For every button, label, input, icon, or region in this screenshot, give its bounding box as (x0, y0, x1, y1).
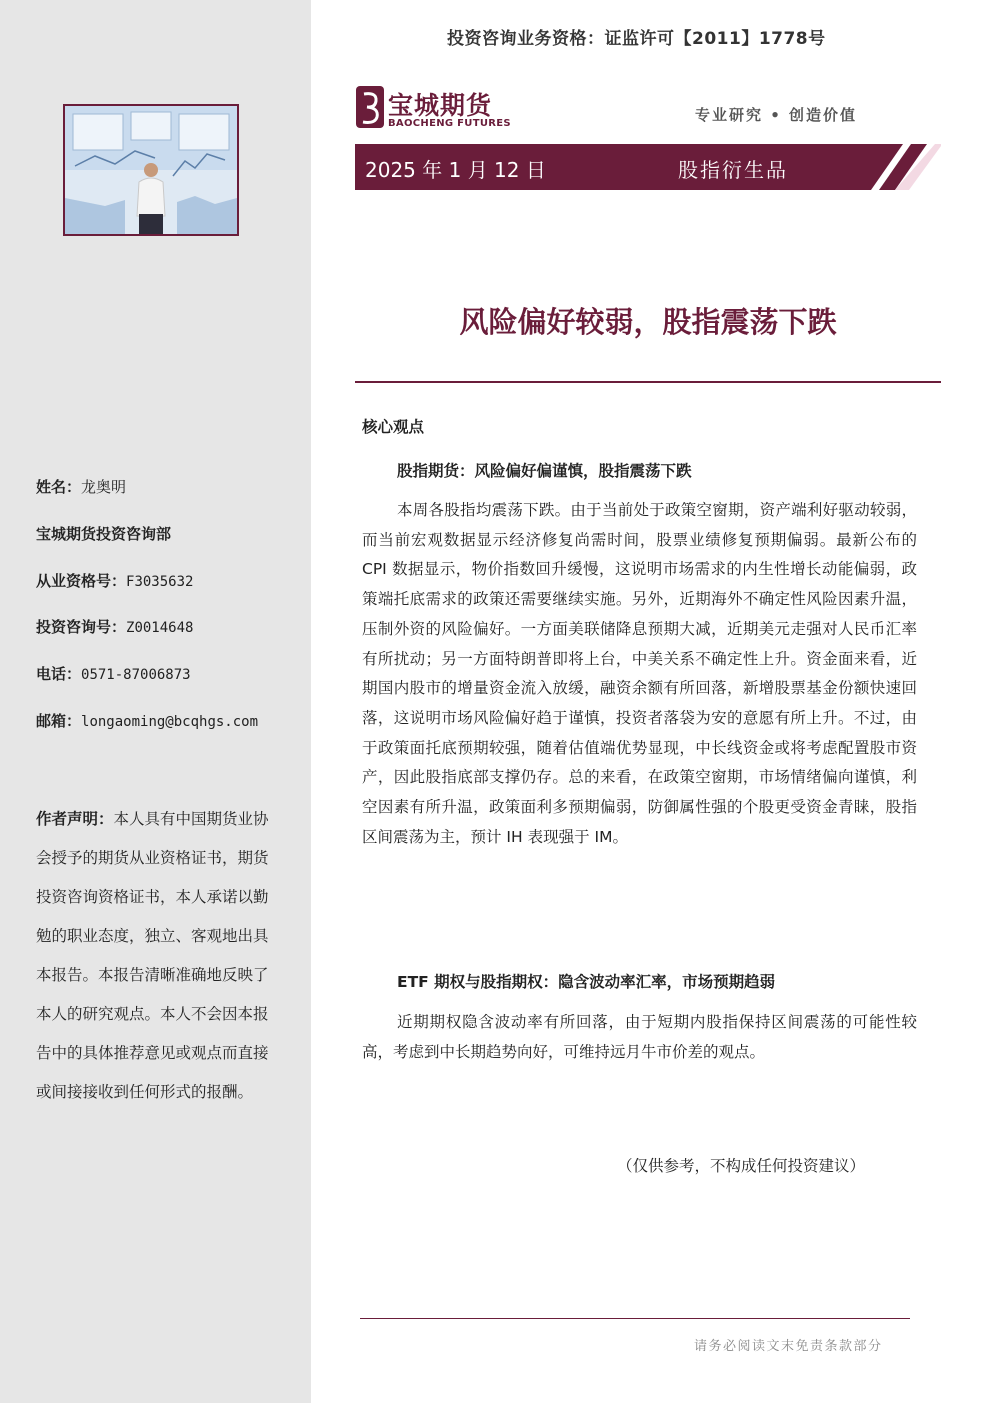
report-date: 2025 年 1 月 12 日 (365, 158, 546, 182)
email-label: 邮箱： (36, 712, 82, 730)
advisory-row (36, 616, 193, 637)
advisory-number: Z0014648 (126, 620, 194, 636)
author-name-label: 姓名： (36, 478, 82, 496)
company-name-en: BAOCHENG FUTURES (388, 118, 511, 129)
subheading-index-futures: 股指期货：风险偏好偏谨慎，股指震荡下跌 (397, 462, 692, 480)
report-category: 股指衍生品 (678, 158, 788, 182)
paragraph-index-futures: 本周各股指均震荡下跌。由于当前处于政策空窗期，资产端利好驱动较弱，而当前宏观数据显示经济修复尚需时间，股票业绩修复预期偏弱。最新公布的 CPI 数据显示，物价指数回升缓慢，这说明市场需求的内生性增长动能偏弱，政策端托底需求的政策还需要继续实施。另外，近期海外不确定性风险因素升温，压制外资的风险偏好。一方面美联储降息预期大减，近期美元走强对人民币汇率有所扰动；另一方面特朗普即将上台，中美关系不确定性上升。资金面来看，近期国内股市的增量资金流入放缓，融资余额有所回落，新增股票基金份额快速回落，这说明市场风险偏好趋于谨慎，投资者落袋为安的意愿有所上升。不过，由于政策面托底预期较强，随着估值端优势显现，中长线资金或将考虑配置股市资产，因此股指底部支撑仍存。总的来看，在政策空窗期，市场情绪偏向谨慎，利空因素有所升温，政策面利多预期偏弱，防御属性强的个股更受资金青睐，股指区间震荡为主，预计 IH 表现强于 IM。 (362, 501, 917, 846)
phone-number: 0571-87006873 (81, 667, 191, 683)
author-name: 龙奥明 (81, 478, 127, 496)
report-title: 风险偏好较弱，股指震荡下跌 (459, 305, 837, 339)
department: 宝城期货投资咨询部 (36, 525, 172, 543)
author-declaration (36, 800, 276, 1112)
qualification-line: 投资咨询业务资格：证监许可【2011】1778号 (447, 29, 826, 49)
declaration-label: 作者声明： (36, 810, 114, 828)
subheading-options: ETF 期权与股指期权：隐含波动率汇率，市场预期趋弱 (397, 973, 776, 991)
license-row (36, 570, 193, 591)
slogan: 专业研究 • 创造价值 (695, 106, 858, 124)
department-row (36, 523, 171, 544)
declaration-text: 本人具有中国期货业协会授予的期货从业资格证书，期货投资咨询资格证书，本人承诺以勤勉的职业态度，独立、客观地出具本报告。本报告清晰准确地反映了本人的研究观点。本人不会因本报告中的具体推荐意见或观点而直接或间接接收到任何形式的报酬。 (36, 810, 269, 1101)
license-number: F3035632 (126, 574, 194, 590)
disclaimer-note: （仅供参考，不构成任何投资建议） (617, 1157, 866, 1175)
company-name: 宝城期货 (388, 91, 493, 120)
author-name-row (36, 476, 126, 497)
advisory-label: 投资咨询号： (36, 618, 127, 636)
footer-text: 请务必阅读文末免责条款部分 (694, 1339, 883, 1354)
email-address: longaoming@bcqhgs.com (81, 714, 259, 730)
section-heading: 核心观点 (362, 418, 425, 436)
cover-image (63, 104, 239, 236)
phone-label: 电话： (36, 665, 82, 683)
license-label: 从业资格号： (36, 572, 127, 590)
paragraph-options: 近期期权隐含波动率有所回落，由于短期内股指保持区间震荡的可能性较高，考虑到中长期趋势向好，可维持远月牛市价差的观点。 (362, 1013, 917, 1061)
email-row (36, 710, 258, 731)
phone-row (36, 663, 191, 684)
footer-divider (360, 1318, 910, 1319)
title-divider (355, 381, 941, 383)
